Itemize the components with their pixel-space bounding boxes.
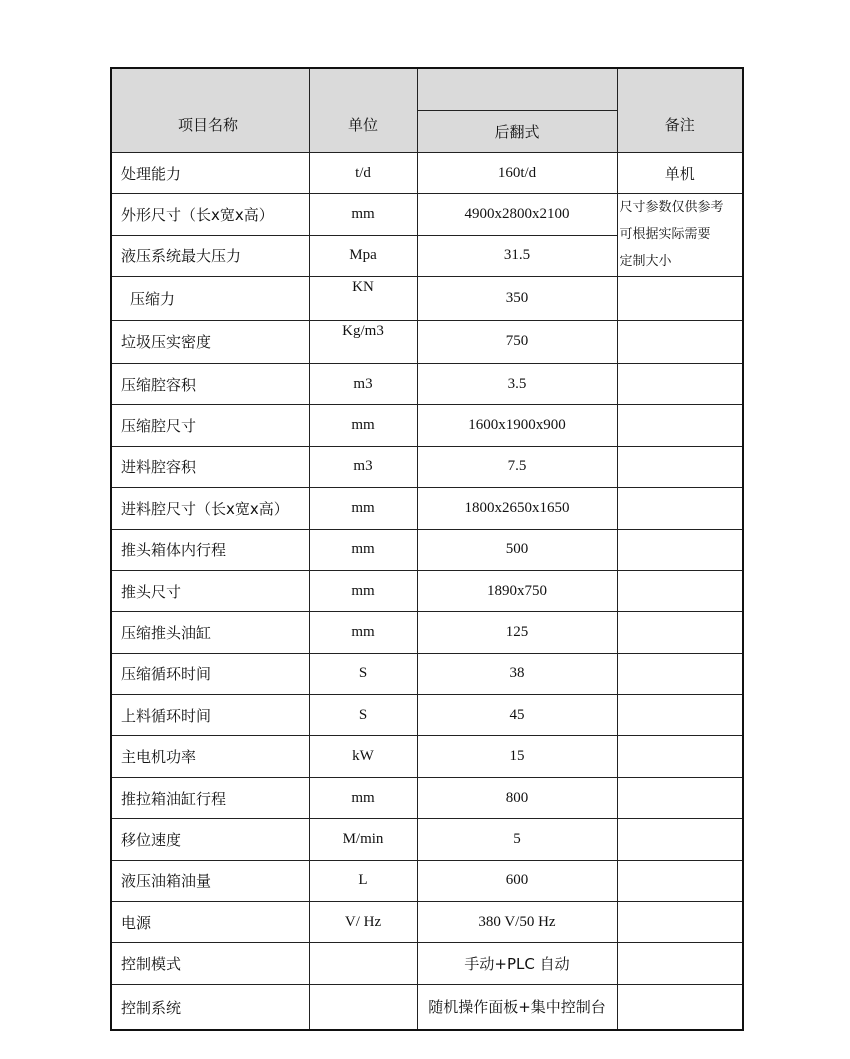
- item-name: 压缩循环时间: [111, 653, 309, 694]
- remark-empty: [617, 529, 743, 570]
- remark-empty: [617, 488, 743, 529]
- table-row: [111, 695, 743, 736]
- item-unit: KN: [309, 277, 417, 320]
- item-value: 1800x2650x1650: [417, 488, 617, 529]
- header-item-name: 项目名称: [111, 68, 309, 153]
- remark-empty: [617, 405, 743, 446]
- remark-empty: [617, 653, 743, 694]
- remark-empty: [617, 570, 743, 611]
- remark-empty: [617, 860, 743, 901]
- item-unit: V/ Hz: [309, 902, 417, 943]
- header-value-group: [417, 68, 617, 111]
- item-unit: [309, 984, 417, 1030]
- item-name: 上料循环时间: [111, 695, 309, 736]
- item-value: 38: [417, 653, 617, 694]
- item-unit: Kg/m3: [309, 320, 417, 363]
- item-value: 350: [417, 277, 617, 320]
- item-value: 45: [417, 695, 617, 736]
- item-unit: [309, 943, 417, 984]
- table-row: [111, 819, 743, 860]
- table-row: [111, 902, 743, 943]
- item-unit: mm: [309, 194, 417, 235]
- item-unit: M/min: [309, 819, 417, 860]
- item-value: 5: [417, 819, 617, 860]
- table-row: [111, 529, 743, 570]
- table-row: [111, 984, 743, 1030]
- header-model: 后翻式: [417, 111, 617, 153]
- item-value: 160t/d: [417, 153, 617, 194]
- item-value: 随机操作面板+集中控制台: [417, 984, 617, 1030]
- item-name: 推头尺寸: [111, 570, 309, 611]
- remark-empty: [617, 736, 743, 777]
- remark-empty: [617, 277, 743, 320]
- item-unit: Mpa: [309, 235, 417, 276]
- item-name: 电源: [111, 902, 309, 943]
- item-name: 垃圾压实密度: [111, 320, 309, 363]
- item-value: 1890x750: [417, 570, 617, 611]
- item-name: 液压系统最大压力: [111, 235, 309, 276]
- item-unit: mm: [309, 488, 417, 529]
- table-row: [111, 488, 743, 529]
- header-remarks: 备注: [617, 68, 743, 153]
- item-name: 进料腔尺寸（长x宽x高）: [111, 488, 309, 529]
- remark-empty: [617, 363, 743, 404]
- spec-table: [110, 67, 744, 1031]
- item-value: 500: [417, 529, 617, 570]
- item-name: 进料腔容积: [111, 446, 309, 487]
- remark-standalone: 单机: [617, 153, 743, 194]
- table-row: [111, 777, 743, 818]
- item-unit: S: [309, 653, 417, 694]
- item-unit: kW: [309, 736, 417, 777]
- item-value: 4900x2800x2100: [417, 194, 617, 235]
- item-name: 主电机功率: [111, 736, 309, 777]
- remark-note-line: 定制大小: [619, 254, 672, 270]
- table-row: [111, 446, 743, 487]
- item-value: 7.5: [417, 446, 617, 487]
- table-row: [111, 653, 743, 694]
- table-row: [111, 736, 743, 777]
- remark-empty: [617, 984, 743, 1030]
- table-row: [111, 612, 743, 653]
- item-value: 15: [417, 736, 617, 777]
- table-row: [111, 320, 743, 363]
- item-value: 750: [417, 320, 617, 363]
- item-unit: t/d: [309, 153, 417, 194]
- item-value: 31.5: [417, 235, 617, 276]
- item-unit: S: [309, 695, 417, 736]
- remark-empty: [617, 943, 743, 984]
- table-row: [111, 194, 743, 235]
- item-name: 液压油箱油量: [111, 860, 309, 901]
- item-name: 压缩推头油缸: [111, 612, 309, 653]
- remark-empty: [617, 902, 743, 943]
- item-unit: mm: [309, 777, 417, 818]
- remark-empty: [617, 446, 743, 487]
- item-unit: mm: [309, 570, 417, 611]
- item-name: 控制模式: [111, 943, 309, 984]
- table-row: [111, 277, 743, 320]
- table-row: [111, 570, 743, 611]
- remark-empty: [617, 777, 743, 818]
- table-row: [111, 860, 743, 901]
- item-unit: m3: [309, 446, 417, 487]
- item-value: 1600x1900x900: [417, 405, 617, 446]
- remark-empty: [617, 819, 743, 860]
- item-unit: m3: [309, 363, 417, 404]
- remark-note: [617, 194, 743, 277]
- item-name: 移位速度: [111, 819, 309, 860]
- item-name: 推头箱体内行程: [111, 529, 309, 570]
- remark-note-line: 尺寸参数仅供参考: [619, 200, 724, 216]
- remark-empty: [617, 695, 743, 736]
- item-value: 125: [417, 612, 617, 653]
- item-name: 控制系统: [111, 984, 309, 1030]
- item-value: 380 V/50 Hz: [417, 902, 617, 943]
- item-unit: mm: [309, 529, 417, 570]
- item-unit: L: [309, 860, 417, 901]
- item-unit: mm: [309, 405, 417, 446]
- item-value: 600: [417, 860, 617, 901]
- item-value: 800: [417, 777, 617, 818]
- remark-note-line: 可根据实际需要: [619, 227, 711, 243]
- header-unit: 单位: [309, 68, 417, 153]
- item-name: 处理能力: [111, 153, 309, 194]
- item-name: 压缩腔尺寸: [111, 405, 309, 446]
- table-row: [111, 153, 743, 194]
- table-row: [111, 943, 743, 984]
- table-row: [111, 405, 743, 446]
- item-name: 压缩腔容积: [111, 363, 309, 404]
- remark-empty: [617, 612, 743, 653]
- item-name: 压缩力: [111, 277, 309, 320]
- table-row: [111, 363, 743, 404]
- item-value: 3.5: [417, 363, 617, 404]
- item-value: 手动+PLC 自动: [417, 943, 617, 984]
- item-name: 外形尺寸（长x宽x高）: [111, 194, 309, 235]
- item-unit: mm: [309, 612, 417, 653]
- item-name: 推拉箱油缸行程: [111, 777, 309, 818]
- remark-empty: [617, 320, 743, 363]
